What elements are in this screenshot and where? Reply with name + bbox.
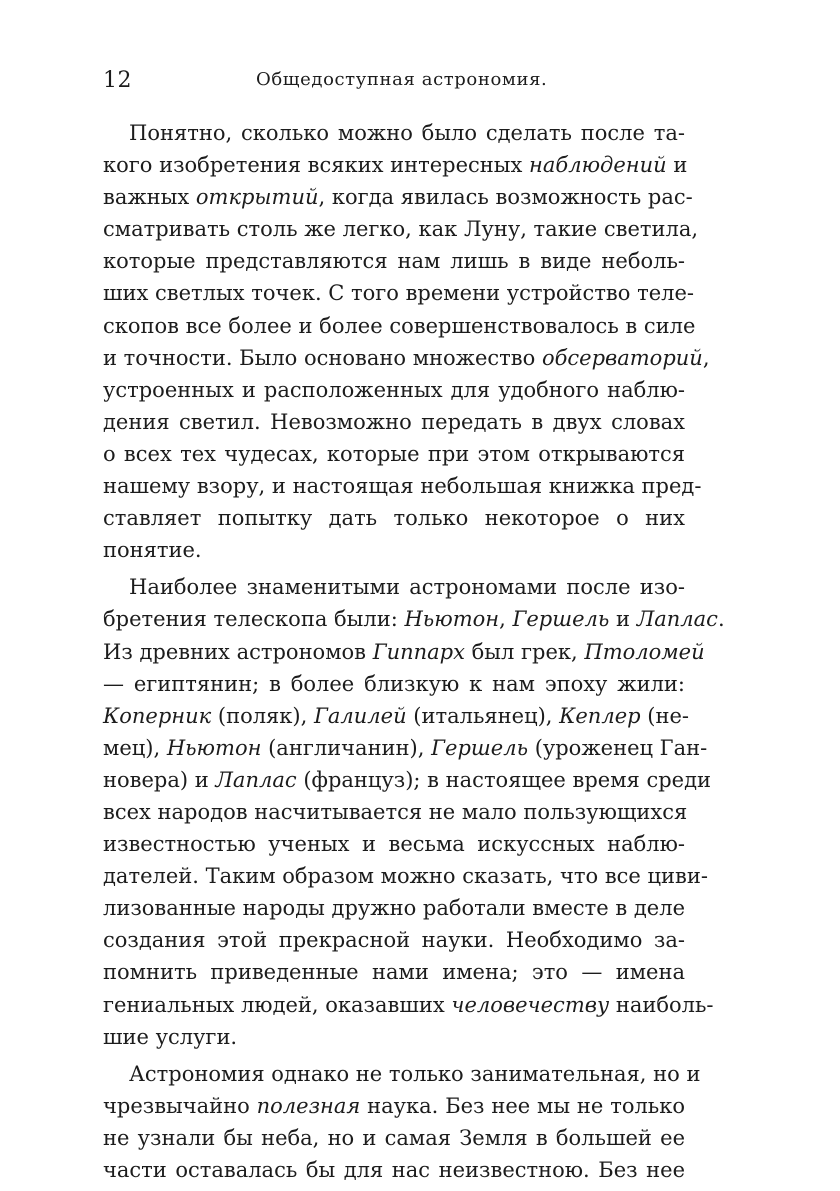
text-run: скопов все более и более совершенствовалось в силе <box>103 313 696 338</box>
text-run: (поляк), <box>211 703 314 728</box>
text-line <box>103 956 685 988</box>
text-line <box>103 406 685 438</box>
text-run: был грек, <box>464 639 585 664</box>
text-run: сматривать столь же легко, как Луну, такие светила, <box>103 217 699 242</box>
text-line <box>103 732 708 764</box>
text-run: новера) и <box>103 767 216 792</box>
text-run: (француз); в настоящее время среди <box>296 767 712 792</box>
text-line <box>103 1122 685 1154</box>
emphasis-text: открытий <box>195 185 319 210</box>
text-run: создания этой прекрасной науки. Необходимо за- <box>103 928 685 953</box>
emphasis-text: Гершель <box>431 735 529 760</box>
text-line <box>103 924 685 956</box>
emphasis-text: наблюдений <box>529 153 667 178</box>
text-run: части оставалась бы для нас неизвестною. Без нее <box>103 1158 685 1182</box>
text-run: чрезвычайно <box>103 1093 257 1118</box>
text-line <box>103 603 725 635</box>
text-line <box>103 828 685 860</box>
text-line <box>103 796 688 828</box>
running-head <box>103 68 693 98</box>
text-run: и <box>609 607 637 632</box>
text-line <box>103 989 714 1021</box>
text-line <box>103 1154 685 1186</box>
text-line <box>103 310 696 342</box>
text-run: бретения телескопа были: <box>103 607 405 632</box>
emphasis-text: Лаплас <box>636 607 718 632</box>
text-run: , <box>702 345 710 370</box>
text-run: о всех тех чудесах, которые при этом открываются <box>103 441 685 466</box>
text-run: Астрономия однако не только занимательная, но и <box>129 1061 701 1086</box>
text-line <box>103 213 699 245</box>
running-title: Общедоступная астрономия. <box>256 69 548 90</box>
text-line <box>103 636 705 668</box>
text-line <box>103 149 688 181</box>
text-line <box>103 245 685 277</box>
text-run: (англичанин), <box>261 735 432 760</box>
text-run: ставляет попытку дать только некоторое о них <box>103 506 685 531</box>
emphasis-text: Ньютон <box>166 735 262 760</box>
text-line <box>103 1021 685 1053</box>
text-run: , когда явилась возможность рас- <box>318 185 693 210</box>
page-number: 12 <box>103 68 132 93</box>
text-run: которые представляются нам лишь в виде неболь- <box>103 249 685 274</box>
body-text <box>103 117 725 1186</box>
text-line <box>103 438 685 470</box>
text-line <box>103 470 702 502</box>
text-line <box>103 571 685 603</box>
text-line <box>103 1090 685 1122</box>
text-run: (не- <box>640 703 689 728</box>
text-line <box>103 668 685 700</box>
text-run: важных <box>103 185 196 210</box>
text-line <box>103 374 685 406</box>
text-line <box>103 277 694 309</box>
text-run: помнить приведенные нами имена; это — имена <box>103 960 685 985</box>
text-line <box>103 700 689 732</box>
text-line <box>103 502 685 534</box>
text-run: Из древних астрономов <box>103 639 373 664</box>
text-run: лизованные народы дружно работали вместе в деле <box>103 896 685 921</box>
text-run: устроенных и расположенных для удобного наблю- <box>103 377 685 402</box>
text-run: наука. Без нее мы не только <box>360 1093 686 1118</box>
text-line <box>103 534 685 566</box>
emphasis-text: полезная <box>256 1093 361 1118</box>
text-run: , <box>499 607 513 632</box>
text-line <box>103 892 685 924</box>
text-run: гениальных людей, оказавших <box>103 992 452 1017</box>
emphasis-text: Лаплас <box>215 767 297 792</box>
text-run: дения светил. Невозможно передать в двух словах <box>103 409 685 434</box>
text-run: Наиболее знаменитыми астрономами после изо- <box>129 575 685 600</box>
text-line <box>103 1058 701 1090</box>
text-line <box>103 181 693 213</box>
emphasis-text: Гершель <box>512 607 610 632</box>
text-run: . <box>717 607 725 632</box>
text-run: понятие. <box>103 538 202 563</box>
text-run: наиболь- <box>609 992 714 1017</box>
text-run: — египтянин; в более близкую к нам эпоху жили: <box>103 671 685 696</box>
emphasis-text: Галилей <box>313 703 407 728</box>
text-run: всех народов насчитывается не мало пользующихся <box>103 799 688 824</box>
emphasis-text: Ньютон <box>404 607 500 632</box>
text-run: и точности. Было основано множество <box>103 345 542 370</box>
text-run: и <box>666 153 688 178</box>
emphasis-text: человечеству <box>451 992 610 1017</box>
text-run: кого изобретения всяких интересных <box>103 153 530 178</box>
emphasis-text: Кеплер <box>559 703 641 728</box>
text-run: известностью ученых и весьма искуссных наблю- <box>103 832 685 857</box>
text-run: дателей. Таким образом можно сказать, что все циви- <box>103 864 708 889</box>
text-run: Понятно, сколько можно было сделать после та- <box>129 121 685 145</box>
text-run: мец), <box>103 735 167 760</box>
text-line <box>103 860 708 892</box>
text-run: не узнали бы неба, но и самая Земля в большей ее <box>103 1125 685 1150</box>
text-line <box>103 117 685 149</box>
text-line <box>103 764 712 796</box>
text-run: нашему взору, и настоящая небольшая книжка пред- <box>103 474 702 499</box>
text-run: шие услуги. <box>103 1024 238 1049</box>
text-run: ших светлых точек. С того времени устройство теле- <box>103 281 694 306</box>
text-run: (уроженец Ган- <box>528 735 708 760</box>
emphasis-text: Гиппарх <box>372 639 465 664</box>
emphasis-text: обсерваторий <box>541 345 703 370</box>
text-line <box>103 342 710 374</box>
text-run: (итальянец), <box>406 703 560 728</box>
emphasis-text: Коперник <box>103 703 212 728</box>
emphasis-text: Птоломей <box>584 639 705 664</box>
